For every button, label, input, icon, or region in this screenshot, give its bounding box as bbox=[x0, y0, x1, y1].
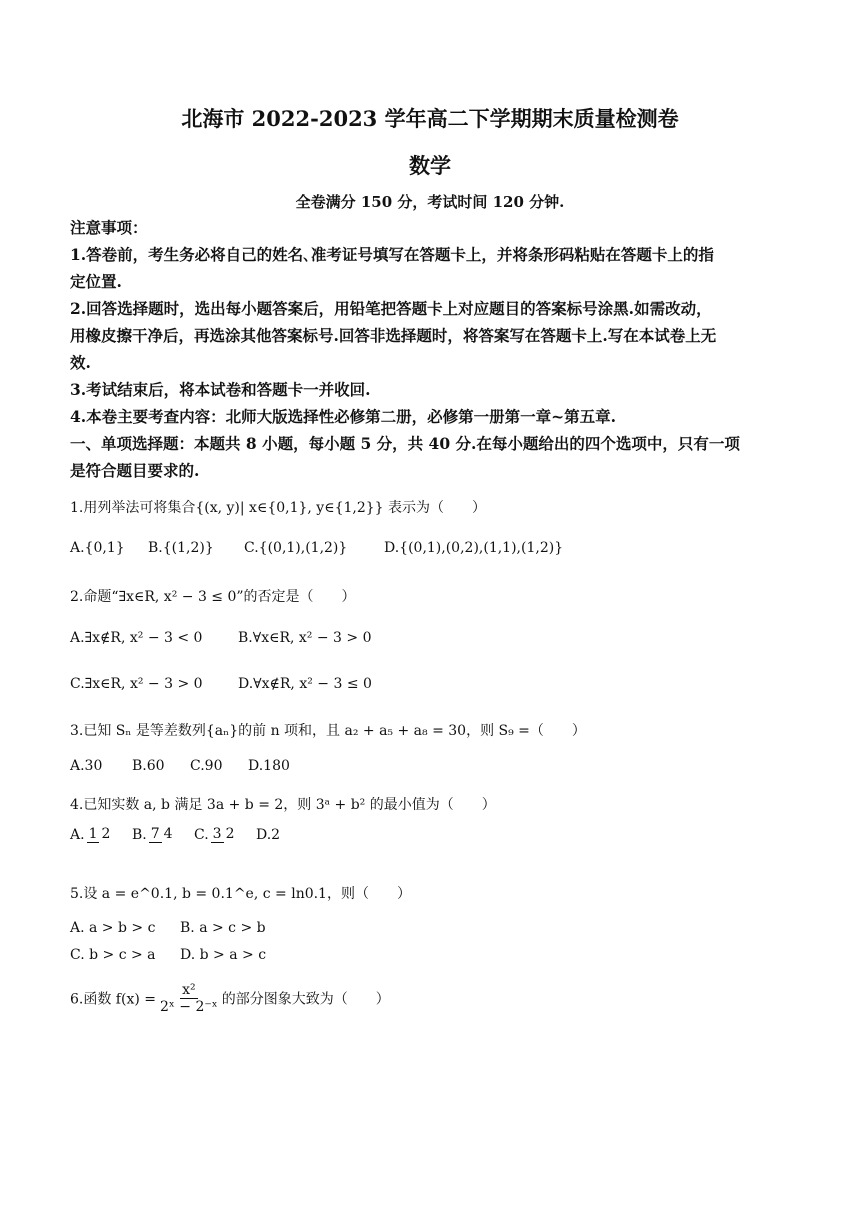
option-a: A.∃x∉R, x² − 3 < 0 bbox=[70, 630, 203, 646]
question-2-options-row1 bbox=[70, 630, 371, 646]
option-d: D.∀x∉R, x² − 3 ≤ 0 bbox=[238, 676, 372, 692]
option-c: C.90 bbox=[190, 758, 223, 774]
question-2-options-row2 bbox=[70, 676, 372, 692]
exam-title: 北海市 2022-2023 学年高二下学期期末质量检测卷 bbox=[181, 106, 679, 131]
option-d: D.{(0,1),(0,2),(1,1),(1,2)} bbox=[384, 540, 564, 556]
question-5-stem: 5.设 a = e^0.1, b = 0.1^e, c = ln0.1，则（ ） bbox=[70, 886, 411, 902]
option-a: A.{0,1} bbox=[70, 540, 125, 556]
note-line: 4.本卷主要考查内容：北师大版选择性必修第二册，必修第一册第一章~第五章. bbox=[70, 407, 617, 426]
option-c: C. 3 2 bbox=[194, 826, 235, 843]
question-3-options bbox=[70, 758, 290, 774]
notes-heading: 注意事项： bbox=[70, 218, 148, 237]
option-b: B.∀x∈R, x² − 3 > 0 bbox=[238, 630, 372, 646]
question-5-options-row1 bbox=[70, 920, 266, 936]
note-line: 1.答卷前，考生务必将自己的姓名､准考证号填写在答题卡上，并将条形码粘贴在答题卡上的指 bbox=[70, 245, 714, 264]
option-b: B. 7 4 bbox=[132, 826, 173, 843]
question-4-stem: 4.已知实数 a, b 满足 3a + b = 2，则 3ᵃ + b² 的最小值为（ ） bbox=[70, 797, 496, 813]
note-line: 3.考试结束后，将本试卷和答题卡一并收回. bbox=[70, 380, 371, 399]
question-4-options bbox=[70, 826, 280, 843]
option-a: A.30 bbox=[70, 758, 103, 774]
option-b: B.60 bbox=[132, 758, 165, 774]
option-c: C. b > c > a bbox=[70, 947, 156, 963]
exam-info: 全卷满分 150 分，考试时间 120 分钟. bbox=[295, 193, 565, 211]
note-line: 用橡皮擦干净后，再选涂其他答案标号.回答非选择题时，将答案写在答题卡上.写在本试卷上无 bbox=[70, 326, 717, 345]
note-line: 定位置. bbox=[70, 272, 122, 291]
option-b: B. a > c > b bbox=[180, 920, 266, 936]
fraction: 3 2 bbox=[212, 826, 235, 842]
option-d: D.180 bbox=[248, 758, 290, 774]
question-5-options-row2 bbox=[70, 947, 266, 963]
question-1-stem: 1.用列举法可将集合{(x, y)| x∈{0,1}, y∈{1,2}} 表示为（ ） bbox=[70, 500, 487, 516]
question-3-stem: 3.已知 Sₙ 是等差数列{aₙ}的前 n 项和，且 a₂ + a₅ + a₈ = 30，则 S₉ =（ ） bbox=[70, 723, 586, 739]
option-d: D.2 bbox=[256, 826, 281, 843]
section-heading: 一、单项选择题：本题共 8 小题，每小题 5 分，共 40 分.在每小题给出的四个选项中，只有一项 bbox=[70, 434, 740, 453]
subject-title: 数学 bbox=[409, 153, 451, 178]
note-line: 2.回答选择题时，选出每小题答案后，用铅笔把答题卡上对应题目的答案标号涂黑.如需改动， bbox=[70, 299, 712, 318]
option-d: D. b > a > c bbox=[180, 947, 267, 963]
fraction: $\frac{\text{x²}}{\text{2ˣ − 2⁻ˣ}}$ bbox=[160, 982, 218, 1015]
option-a: A. a > b > c bbox=[70, 920, 156, 936]
option-c: C.{(0,1),(1,2)} bbox=[244, 540, 348, 556]
option-a: A. 1 2 bbox=[70, 826, 111, 843]
fraction: 1 2 bbox=[88, 826, 111, 842]
note-line: 效. bbox=[70, 353, 91, 372]
question-1-options bbox=[70, 540, 563, 556]
option-b: B.{(1,2)} bbox=[148, 540, 214, 556]
question-6-stem: 6.函数 f(x) = $\frac{\text{x²}}{\text{2ˣ − 2⁻ˣ}}$ 的部分图象大致为（ ） bbox=[70, 982, 390, 1015]
section-heading-cont: 是符合题目要求的. bbox=[70, 461, 200, 480]
fraction: 7 4 bbox=[150, 826, 173, 842]
option-c: C.∃x∈R, x² − 3 > 0 bbox=[70, 676, 203, 692]
question-2-stem: 2.命题“∃x∈R, x² − 3 ≤ 0”的否定是（ ） bbox=[70, 589, 356, 605]
